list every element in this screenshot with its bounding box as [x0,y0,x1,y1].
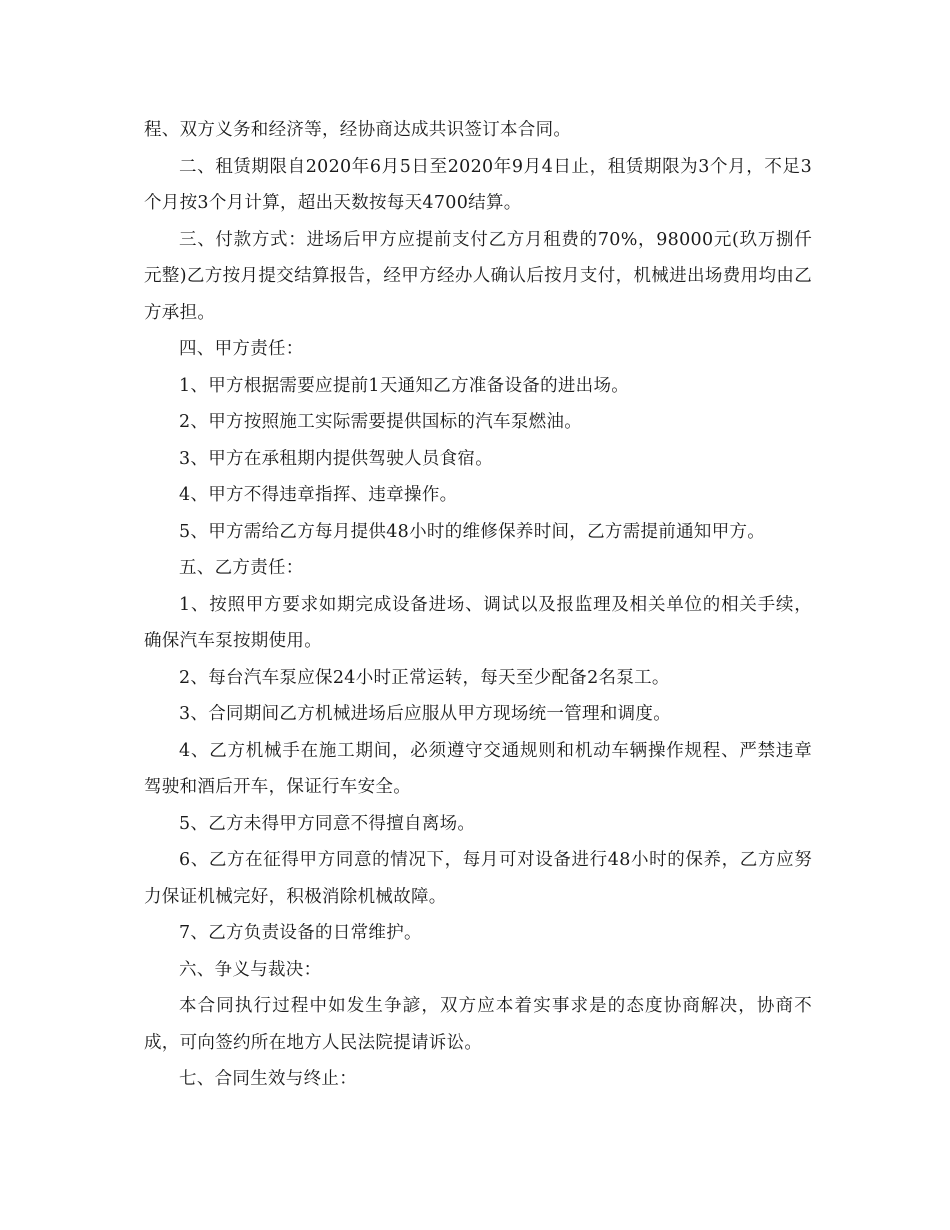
heading-contract-effect: 七、合同生效与终止： [179,1069,357,1089]
clause-3-payment: 三、付款方式：进场后甲方应提前支付乙方月租费的70%，98000元(玖万捌仟元整)乙方按月提交结算报告，经甲方经办人确认后按月支付，机械进出场费用均由乙方承担。 [144,229,812,323]
party-b-item-2: 2、每台汽车泵应保24小时正常运转，每天至少配备2名泵工。 [179,667,670,688]
heading-party-b-duties: 五、乙方责任： [179,558,304,578]
party-a-item-1: 1、甲方根据需要应提前1天通知乙方准备设备的进出场。 [179,375,630,396]
document-body [144,112,812,1098]
party-b-item-5: 5、乙方未得甲方同意不得擅自离场。 [179,813,476,834]
paragraph-continuation: 程、双方义务和经济等，经协商达成共识签订本合同。 [144,120,572,140]
party-b-item-1: 1、按照甲方要求如期完成设备进场、调试以及报监理及相关单位的相关手续，确保汽车泵按期使用。 [144,594,812,651]
party-a-item-4: 4、甲方不得违章指挥、违章操作。 [179,485,458,505]
dispute-resolution-text: 本合同执行过程中如发生争諺，双方应本着实事求是的态度协商解决，协商不成，可向签约所在地方人民法院提请诉讼。 [144,996,812,1053]
party-b-item-4: 4、乙方机械手在施工期间，必须遵守交通规则和机动车辆操作规程、严禁违章驾驶和酒后开车，保证行车安全。 [144,740,812,797]
party-b-item-6: 6、乙方在征得甲方同意的情况下，每月可对设备进行48小时的保养，乙方应努力保证机械完好，积极消除机械故障。 [144,850,812,907]
party-a-item-3: 3、甲方在承租期内提供驾驶人员食宿。 [179,448,494,469]
party-a-item-5: 5、甲方需给乙方每月提供48小时的维修保养时间，乙方需提前通知甲方。 [179,521,766,542]
heading-party-a-duties: 四、甲方责任： [179,339,304,359]
clause-2-lease-term: 二、租赁期限自2020年6月5日至2020年9月4日止，租赁期限为3个月，不足3个月按3个月计算，超出天数按每天4700结算。 [144,156,812,213]
party-b-item-7: 7、乙方负责设备的日常维护。 [179,923,422,943]
party-b-item-3: 3、合同期间乙方机械进场后应服从甲方现场统一管理和调度。 [179,704,672,724]
heading-dispute-resolution: 六、争义与裁决： [179,959,322,980]
party-a-item-2: 2、甲方按照施工实际需要提供国标的汽车泵燃油。 [179,412,583,432]
